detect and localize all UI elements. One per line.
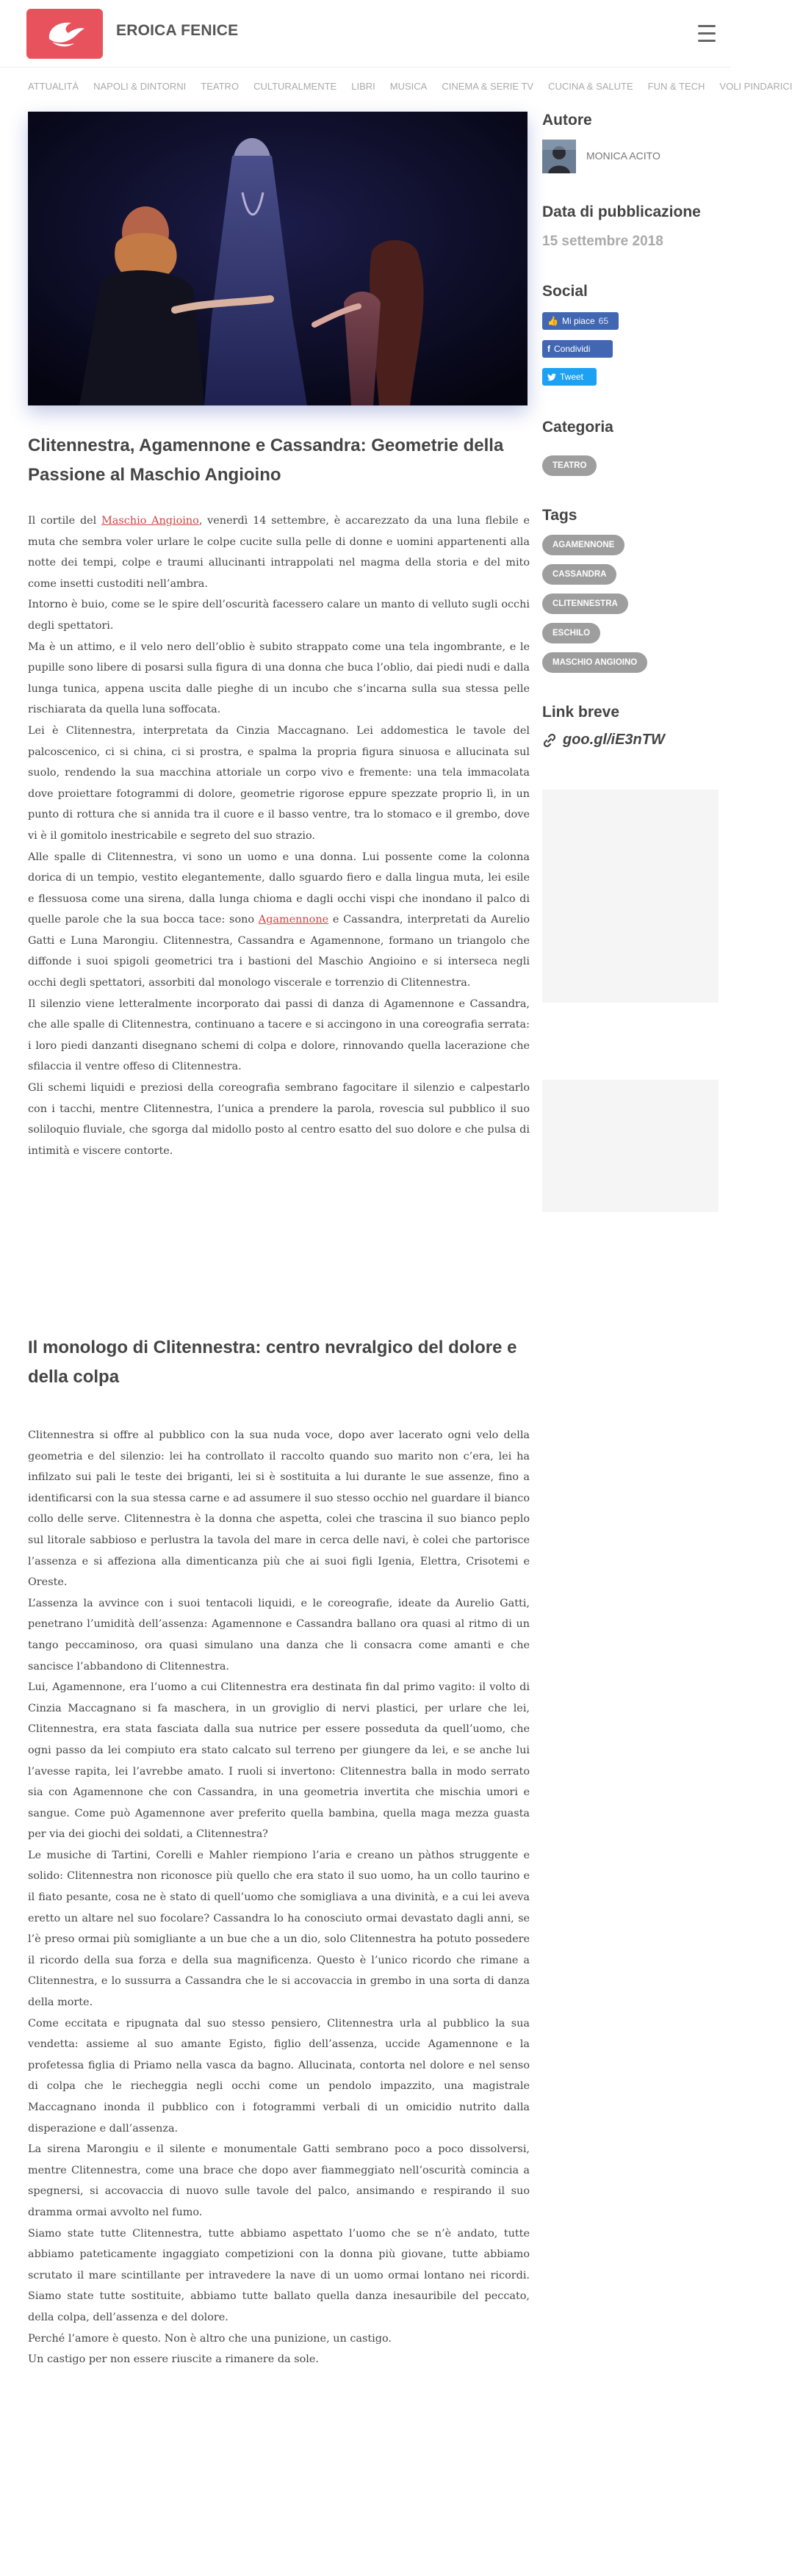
facebook-like-button[interactable] (542, 312, 619, 330)
paragraph (28, 510, 530, 594)
social-heading: Social (542, 283, 588, 300)
theatre-stage-photo (28, 112, 528, 405)
date-heading: Data di pubblicazione (542, 203, 701, 220)
tweet-button[interactable] (542, 368, 597, 386)
nav-item-attualita[interactable]: ATTUALITÀ (28, 81, 79, 92)
paragraph: Un castigo per non essere riuscite a rimanere da sole. (28, 2353, 319, 2366)
shortlink-url: goo.gl/iE3nTW (563, 732, 665, 748)
section-heading: Il monologo di Clitennestra: centro nevralgico del dolore e della colpa (28, 1338, 517, 1387)
tweet-label: Tweet (560, 372, 584, 382)
facebook-icon: f (547, 344, 550, 354)
nav-item-cinema[interactable]: CINEMA & SERIE TV (442, 81, 534, 92)
paragraph: L’assenza la avvince con i suoi tentacoli liquidi, e le coreografie, ideate da Aurelio Gatti, penetrano l’umidità dell’assenza: Agamennone e Cassandra ballano ora quasi al ritmo di un tango peccaminoso, ora quasi simulano una danza che li consacra come amanti e che sancisce l’abbandono di Clitennestra. (28, 1597, 530, 1673)
author-heading: Autore (542, 112, 592, 129)
category-heading: Categoria (542, 419, 613, 436)
paragraph: Come eccitata e ripugnata dal suo stesso pensiero, Clitennestra urla al pubblico la sua vendetta: assieme al suo amante Egisto, figlio dell’assenza, uccide Agamennone e la profetessa figlia di Priamo nella vasca da bagno. Allucinata, contorta nel dolore e nel senso di colpa che le riecheggia negli occhi come un pendolo impazzito, una magistrale Maccagnano inonda il pubblico con i fotogrammi verbali di un omicidio nutrito dalla disperazione e dall’assenza. (28, 2017, 530, 2135)
tag-agamennone[interactable]: AGAMENNONE (542, 535, 624, 555)
avatar-photo (542, 140, 576, 173)
phoenix-logo-icon (42, 17, 87, 51)
paragraph: Lei è Clitennestra, interpretata da Cinzia Maccagnano. Lei addomestica le tavole del palcoscenico, ci si china, ci si prostra, e spalma la propria figura sinuosa e allucinata sul suolo, rendendo la sua macchina attoriale un corpo vivo e fremente: una tela immacolata dove proiettare fotogrammi di dolore, geometrie rigorose eppure spezzate proprio lì, in un punto di rottura che si annida tra il cuore e il basso ventre, tra lo stomaco e il grembo, dove vi è il gomitolo inestricabile e segreto del suo strazio. (28, 724, 530, 842)
nav-item-voli-pindarici[interactable]: VOLI PINDARICI (719, 81, 792, 92)
tags-heading: Tags (542, 507, 577, 524)
nav-item-napoli[interactable]: NAPOLI & DINTORNI (93, 81, 187, 92)
category-pill[interactable]: TEATRO (542, 455, 597, 476)
nav-item-musica[interactable]: MUSICA (389, 81, 428, 92)
tag-clitennestra[interactable]: CLITENNESTRA (542, 594, 628, 614)
paragraph: Siamo state tutte Clitennestra, tutte abbiamo aspettato l’uomo che se n’è andato, tutte abbiamo pateticamente ingaggiato competizioni con la donna più giovane, tutte abbiamo scrutato il mare scintillante per intravedere la nave di un uomo ormai lontano nei ricordi. Siamo state tutte sostituite, abbiamo tutte ballato quella danza inesauribile del peccato, della colpa, dell’assenza e del dolore. (28, 2227, 530, 2323)
paragraph: Il silenzio viene letteralmente incorporato dai passi di danza di Agamennone e Cassandra, che alle spalle di Clitennestra, continuano a tacere e si accingono in una coreografia serrata: i loro piedi danzanti disegnano schemi di colpa e dolore, rinnovando quella lacerazione che sfilaccia il ventre offeso di Clitennestra. (28, 997, 530, 1073)
ad-placeholder (542, 1080, 719, 1212)
nav-item-fun-tech[interactable]: FUN & TECH (647, 81, 705, 92)
nav-item-cucina[interactable]: CUCINA & SALUTE (548, 81, 633, 92)
paragraph-text: , venerdì 14 settembre, è accarezzato da una luna flebile e muta che sembra voler urlare le colpe cucite sulla pelle di donne e uomini appartenenti alla notte dei tempi, colpe e traumi allucinanti intrappolati nel magma della storia e del mito come insetti custoditi nell’ambra. (28, 515, 530, 590)
author-name[interactable]: MONICA ACITO (586, 150, 660, 162)
category-nav (28, 81, 792, 100)
shortlink[interactable] (542, 732, 665, 748)
article-hero-image (28, 112, 528, 405)
paragraph (28, 847, 530, 994)
nav-item-teatro[interactable]: TEATRO (201, 81, 240, 92)
paragraph: Le musiche di Tartini, Corelli e Mahler riempiono l’aria e creano un pàthos struggente e solido: Clitennestra non riconosce più quello che era stato il suo uomo, ha un collo taurino e il fiato pesante, cosa ne è stato di quell’uomo che somigliava a una divinità, e a cui lei aveva eretto un altare nel suo focolare? Cassandra lo ha conosciuto ormai devastato dagli anni, se l’è preso ormai più somigliante a un bue che a un dio, solo Clitennestra ha potuto possedere il ricordo della sua forza e della sua magnificenza. Questo è l’unico ricordo che rimane a Clitennestra, e lo sussurra a Cassandra che le si accovaccia in grembo in una sorta di danza della morte. (28, 1849, 530, 2009)
paragraph: Clitennestra si offre al pubblico con la sua nuda voce, dopo aver lacerato ogni velo della geometria e del silenzio: lei ha controllato il raccolto quando suo marito non c’era, lei ha infilzato sui pali le teste dei briganti, lei si è sostituita a lui durante le sue assenze, fino a identificarsi con la sua stessa carne e ad assumere il suo stesso occhio nel guardare il bianco collo delle serve. Clitennestra è la donna che aspetta, colei che trascina il suo bianco peplo sul litorale sabbioso e perlustra la tavola del mare in cerca delle navi, è colei che partorisce l’assenza e si affeziona alla dimenticanza più che ai suoi figli Igenia, Elettra, Crisotemi e Oreste. (28, 1429, 530, 1589)
tag-maschio-angioino[interactable]: MASCHIO ANGIOINO (542, 652, 647, 673)
shortlink-heading: Link breve (542, 704, 620, 721)
thumbs-up-icon: 👍 (547, 316, 558, 326)
tag-cassandra[interactable]: CASSANDRA (542, 564, 616, 585)
paragraph-text: e Cassandra, interpretati da Aurelio Gatti e Luna Marongiu. Clitennestra, Cassandra e Agamennone, formano un triangolo che diffonde i suoi spigoli geometrici tra i bastioni del Maschio Angioino e si interseca negli occhi degli spettatori, assorbiti dal monologo viscerale e torrenzio di Clitennestra. (28, 914, 530, 989)
paragraph-text: Il cortile del (28, 515, 102, 527)
paragraph-text: Alle spalle di Clitennestra, vi sono un uomo e una donna. Lui possente come la colonna dorica di un tempio, vestito elegantemente, dallo sguardo fiero e dalla lingua muta, lei esile e flessuosa come una sirena, dalla lunga chioma e dagli occhi vispi che inondano il palco di quelle parole che la sua bocca tace: sono (28, 851, 530, 926)
site-logo[interactable] (26, 9, 103, 59)
like-label: Mi piace (561, 316, 595, 326)
site-name[interactable]: EROICA FENICE (116, 22, 239, 39)
like-count: 65 (598, 316, 608, 326)
facebook-share-button[interactable] (542, 340, 613, 358)
article-title: Clitennestra, Agamennone e Cassandra: Geometrie della Passione al Maschio Angioino (28, 436, 504, 485)
paragraph: Gli schemi liquidi e preziosi della coreografia sembrano fagocitare il silenzio e calpestarlo con i tacchi, mentre Clitennestra, l’unica a prendere la parola, rovescia sul pubblico il suo soliloquio fluviale, che sgorga dal midollo posto al centro esatto del suo dolore e che pulsa di intimità e viscere contorte. (28, 1082, 530, 1157)
nav-item-culturalmente[interactable]: CULTURALMENTE (253, 81, 337, 92)
paragraph: Ma è un attimo, e il velo nero dell’oblio è subito strappato come una tela ingombrante, e le pupille sono libere di posarsi sulla figura di una donna che buca l’oblio, dai piedi nudi e dalla lunga tunica, appena uscita dalle pieghe di un incubo che s’incarna sulla sua stessa pelle rischiarata da quella luna soffocata. (28, 641, 530, 716)
twitter-bird-icon (547, 373, 556, 381)
paragraph: Intorno è buio, come se le spire dell’oscurità facessero calare un manto di velluto sugli occhi degli spettatori. (28, 599, 530, 632)
link-icon (542, 733, 557, 748)
article-body (28, 510, 530, 1161)
article-body-section-2 (28, 1425, 530, 2370)
maschio-angioino-link[interactable]: Maschio Angioino (101, 515, 199, 527)
site-header (0, 0, 730, 68)
tag-eschilo[interactable]: ESCHILO (542, 623, 600, 643)
paragraph: Perché l’amore è questo. Non è altro che una punizione, un castigo. (28, 2332, 392, 2345)
nav-item-libri[interactable]: LIBRI (351, 81, 375, 92)
agamennone-link[interactable]: Agamennone (258, 914, 329, 926)
menu-icon[interactable] (694, 19, 723, 48)
paragraph: La sirena Marongiu e il silente e monumentale Gatti sembrano poco a poco dissolversi, mentre Clitennestra, come una brace che dopo aver fiammeggiato nell’oscurità comincia a spegnersi, si accovaccia di nuovo sulle tavole del palco, ansimando e respirando il suo dramma ormai avvolto nel fumo. (28, 2143, 530, 2218)
paragraph: Lui, Agamennone, era l’uomo a cui Clitennestra era destinata fin dal primo vagito: il volto di Cinzia Maccagnano si fa maschera, in un groviglio di nervi plastici, per urlare che lei, Clitennestra, era stata fasciata dalla sua nutrice per essere posseduta da quell’uomo, che ogni passo da lei compiuto era stato calcato sul terreno per giungere da lei, e se anche lui l’avesse rapita, lei l’avrebbe amato. I ruoli si invertono: Clitennestra balla in modo serrato sia con Agamennone che con Cassandra, in una geometria invertita che mischia umori e sangue. Come può Agamennone aver preferito quella bambina, quella maga mezza guasta per via dei giochi dei soldati, a Clitennestra? (28, 1681, 530, 1841)
author-avatar[interactable] (542, 140, 576, 173)
hamburger-icon (694, 19, 723, 48)
share-label: Condividi (554, 344, 591, 354)
ad-placeholder (542, 790, 719, 1003)
publication-date: 15 settembre 2018 (542, 234, 663, 249)
